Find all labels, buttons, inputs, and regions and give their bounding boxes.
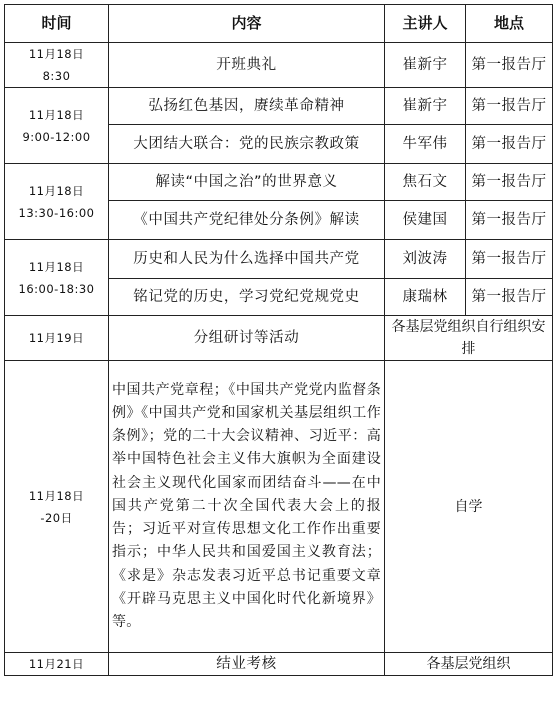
venue-cell: 第一报告厅: [466, 164, 553, 201]
group-study-row: [5, 316, 553, 361]
header-row: [5, 5, 553, 43]
time-date: 11月18日: [28, 259, 85, 274]
time-cell: 11月19日: [5, 316, 109, 361]
venue-cell: 第一报告厅: [466, 279, 553, 316]
content-cell: 分组研讨等活动: [109, 316, 385, 361]
time-range: 13:30-16:00: [18, 205, 95, 220]
time-cell: 11月21日: [5, 653, 109, 676]
header-venue: 地点: [466, 5, 553, 43]
content-cell: 历史和人民为什么选择中国共产党: [109, 240, 385, 279]
final-exam-row: [5, 653, 553, 676]
time-cell: [5, 88, 109, 164]
time-cell: [5, 43, 109, 88]
time-date: 11月18日: [28, 183, 85, 198]
speaker-cell: 崔新宇: [385, 88, 466, 125]
venue-cell: 第一报告厅: [466, 201, 553, 240]
content-cell: 弘扬红色基因，赓续革命精神: [109, 88, 385, 125]
content-cell: 解读“中国之治”的世界意义: [109, 164, 385, 201]
venue-cell: 第一报告厅: [466, 125, 553, 164]
time-range: -20日: [40, 510, 73, 525]
venue-cell: 第一报告厅: [466, 43, 553, 88]
arrangement-cell: 各基层党组织自行组织安排: [385, 316, 553, 361]
speaker-cell: 康瑞林: [385, 279, 466, 316]
time-cell: [5, 361, 109, 653]
time-cell: [5, 240, 109, 316]
time-cell: [5, 164, 109, 240]
venue-cell: 第一报告厅: [466, 240, 553, 279]
time-date: 11月18日: [28, 47, 85, 61]
content-cell: 大团结大联合：党的民族宗教政策: [109, 125, 385, 164]
study-mode-cell: 自学: [385, 361, 553, 653]
header-content: 内容: [109, 5, 385, 43]
header-speaker: 主讲人: [385, 5, 466, 43]
content-cell: 《中国共产党纪律处分条例》解读: [109, 201, 385, 240]
content-cell: 结业考核: [109, 653, 385, 676]
time-range: 9:00-12:00: [22, 129, 91, 144]
time-date: 11月18日: [28, 107, 85, 122]
speaker-cell: 崔新宇: [385, 43, 466, 88]
table-row: [5, 240, 553, 279]
content-cell: 开班典礼: [109, 43, 385, 88]
table-row: [5, 43, 553, 88]
time-range: 8:30: [42, 69, 71, 83]
speaker-cell: 焦石文: [385, 164, 466, 201]
venue-cell: 第一报告厅: [466, 88, 553, 125]
study-content-cell: 中国共产党章程；《中国共产党党内监督条例》《中国共产党和国家机关基层组织工作条例》；党的二十大会议精神、习近平：高举中国特色社会主义伟大旗帜为全面建设社会主义现代化国家而团结奋斗——在中国共产党第二十次全国代表大会上的报告；习近平对宣传思想文化工作作出重要指示；中华人民共和国爱国主义教育法；《求是》杂志发表习近平总书记重要文章《开辟马克思主义中国化时代化新境界》等。: [109, 361, 385, 653]
table-row: [5, 164, 553, 201]
content-cell: 铭记党的历史，学习党纪党规党史: [109, 279, 385, 316]
speaker-cell: 刘波涛: [385, 240, 466, 279]
table-row: [5, 88, 553, 125]
self-study-row: [5, 361, 553, 653]
speaker-cell: 牛军伟: [385, 125, 466, 164]
time-date: 11月18日: [28, 488, 85, 503]
time-range: 16:00-18:30: [18, 281, 95, 296]
speaker-cell: 侯建国: [385, 201, 466, 240]
schedule-table: [4, 4, 553, 676]
header-time: 时间: [5, 5, 109, 43]
organizer-cell: 各基层党组织: [385, 653, 553, 676]
